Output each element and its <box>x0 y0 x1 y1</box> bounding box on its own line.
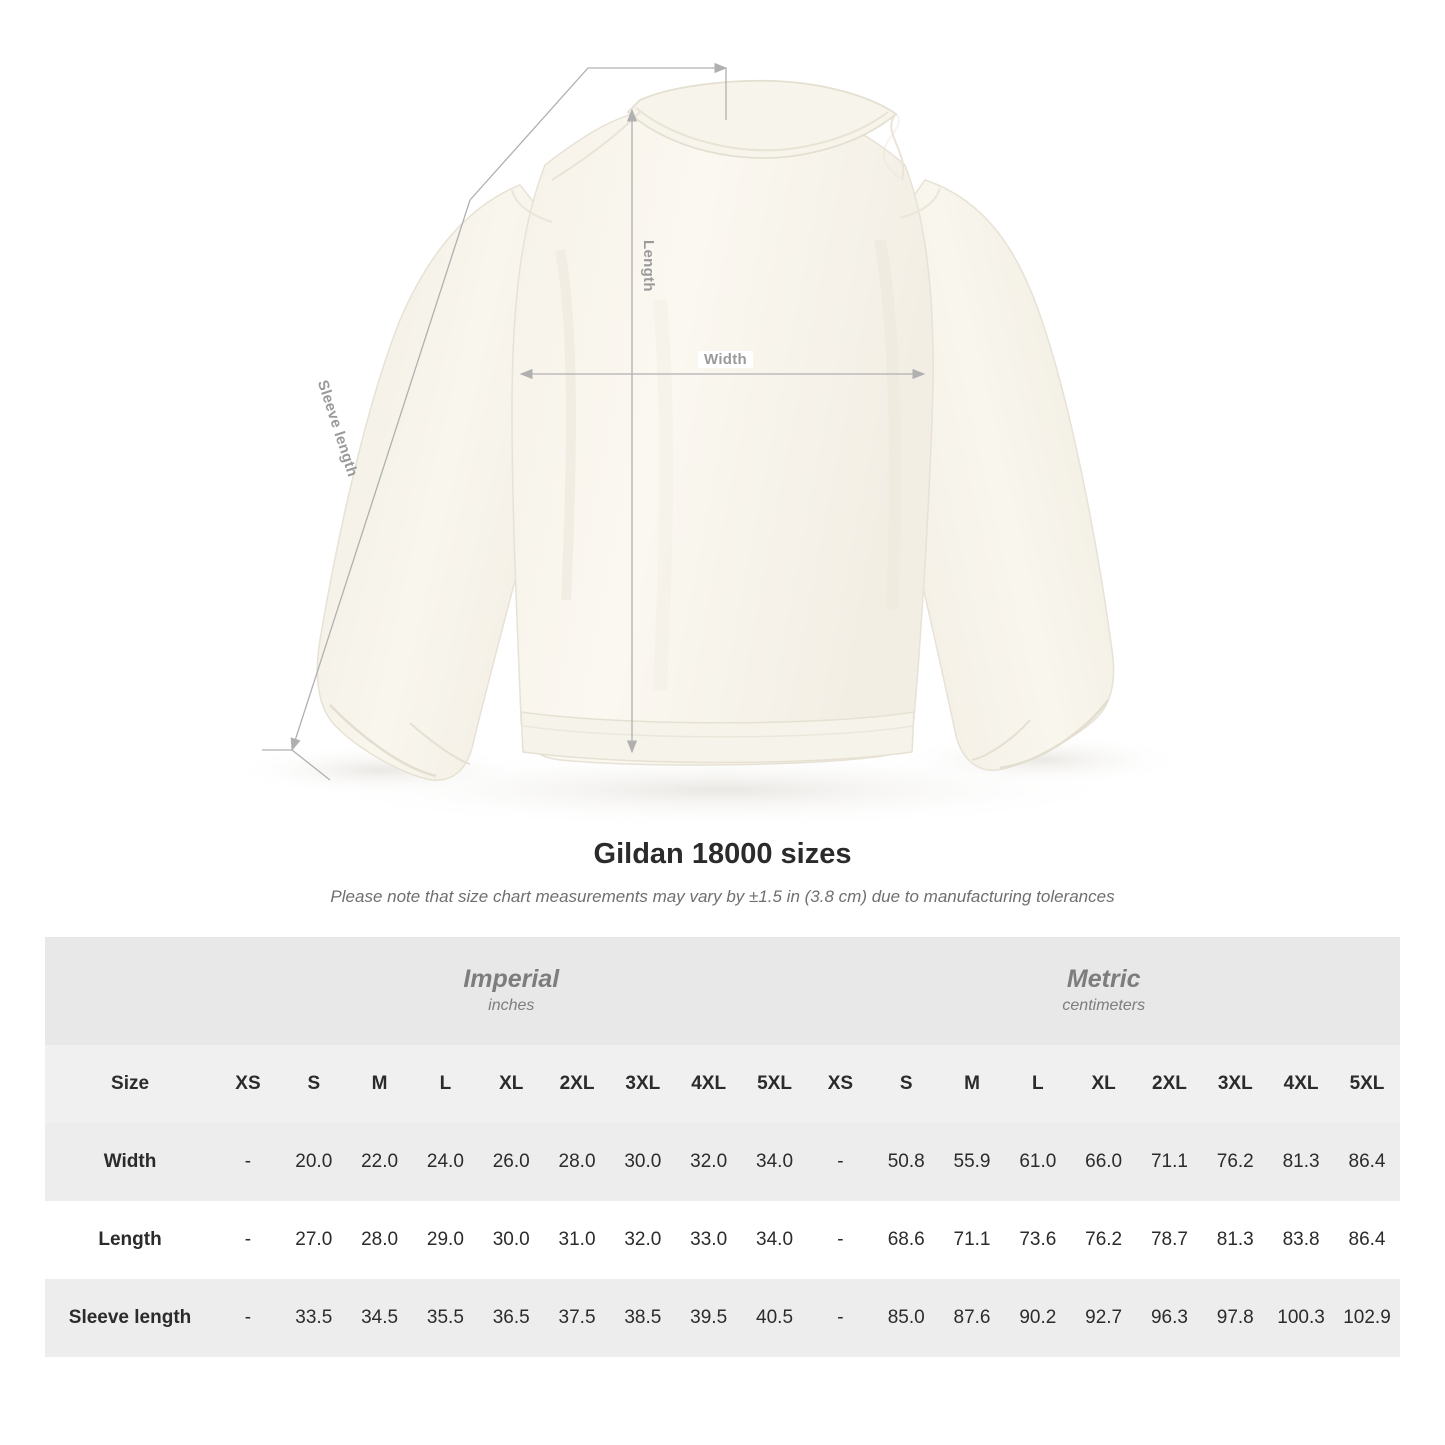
size-col-met-2: M <box>939 1045 1005 1123</box>
width-imp-2: 22.0 <box>347 1123 413 1201</box>
width-met-4: 66.0 <box>1071 1123 1137 1201</box>
width-met-2: 55.9 <box>939 1123 1005 1201</box>
row-label-width: Width <box>45 1123 215 1201</box>
size-header-cell: Size <box>45 1045 215 1123</box>
width-imp-8: 34.0 <box>742 1123 808 1201</box>
size-table <box>45 937 1400 1357</box>
width-imp-1: 20.0 <box>281 1123 347 1201</box>
metric-header <box>807 937 1400 1045</box>
imperial-label: Imperial <box>463 965 560 994</box>
length-met-8: 86.4 <box>1334 1201 1400 1279</box>
size-col-imp-8: 5XL <box>742 1045 808 1123</box>
width-dimension-label: Width <box>698 351 753 368</box>
table-row <box>45 1279 1400 1357</box>
sleeve-imp-0: - <box>215 1279 281 1357</box>
size-col-met-4: XL <box>1071 1045 1137 1123</box>
length-met-3: 73.6 <box>1005 1201 1071 1279</box>
width-imp-6: 30.0 <box>610 1123 676 1201</box>
sleeve-met-3: 90.2 <box>1005 1279 1071 1357</box>
length-met-5: 78.7 <box>1137 1201 1203 1279</box>
width-met-5: 71.1 <box>1137 1123 1203 1201</box>
units-spacer <box>45 937 215 1045</box>
width-met-3: 61.0 <box>1005 1123 1071 1201</box>
table-row <box>45 1123 1400 1201</box>
sleeve-met-7: 100.3 <box>1268 1279 1334 1357</box>
width-met-6: 76.2 <box>1202 1123 1268 1201</box>
length-met-4: 76.2 <box>1071 1201 1137 1279</box>
metric-sublabel: centimeters <box>1062 997 1146 1015</box>
length-imp-6: 32.0 <box>610 1201 676 1279</box>
width-imp-4: 26.0 <box>478 1123 544 1201</box>
length-imp-7: 33.0 <box>676 1201 742 1279</box>
width-imp-7: 32.0 <box>676 1123 742 1201</box>
length-met-2: 71.1 <box>939 1201 1005 1279</box>
imperial-sublabel: inches <box>488 997 535 1015</box>
length-imp-5: 31.0 <box>544 1201 610 1279</box>
size-col-imp-2: M <box>347 1045 413 1123</box>
size-header-row <box>45 1045 1400 1123</box>
page-title: Gildan 18000 sizes <box>593 838 852 870</box>
length-imp-0: - <box>215 1201 281 1279</box>
size-col-imp-7: 4XL <box>676 1045 742 1123</box>
length-imp-1: 27.0 <box>281 1201 347 1279</box>
sleeve-imp-3: 35.5 <box>413 1279 479 1357</box>
size-col-met-0: XS <box>807 1045 873 1123</box>
units-header-row <box>45 937 1400 1045</box>
sleeve-imp-7: 39.5 <box>676 1279 742 1357</box>
size-col-imp-1: S <box>281 1045 347 1123</box>
sleeve-imp-2: 34.5 <box>347 1279 413 1357</box>
title-block <box>0 830 1445 907</box>
size-col-met-7: 4XL <box>1268 1045 1334 1123</box>
size-col-imp-4: XL <box>478 1045 544 1123</box>
imperial-header <box>215 937 807 1045</box>
length-met-7: 83.8 <box>1268 1201 1334 1279</box>
size-col-met-8: 5XL <box>1334 1045 1400 1123</box>
length-imp-4: 30.0 <box>478 1201 544 1279</box>
length-dimension-label: Length <box>640 240 657 292</box>
size-col-imp-0: XS <box>215 1045 281 1123</box>
length-imp-3: 29.0 <box>413 1201 479 1279</box>
row-label-length: Length <box>45 1201 215 1279</box>
size-table-container <box>0 937 1445 1357</box>
sleeve-met-4: 92.7 <box>1071 1279 1137 1357</box>
length-imp-8: 34.0 <box>742 1201 808 1279</box>
sleeve-imp-1: 33.5 <box>281 1279 347 1357</box>
tolerance-note: Please note that size chart measurements may vary by ±1.5 in (3.8 cm) due to manufacturing tolerances <box>330 887 1115 906</box>
sleeve-met-6: 97.8 <box>1202 1279 1268 1357</box>
width-met-0: - <box>807 1123 873 1201</box>
metric-label: Metric <box>1066 965 1141 994</box>
sleeve-met-8: 102.9 <box>1334 1279 1400 1357</box>
size-col-met-6: 3XL <box>1202 1045 1268 1123</box>
length-imp-2: 28.0 <box>347 1201 413 1279</box>
table-row <box>45 1201 1400 1279</box>
sleeve-length-dimension-label: Sleeve length <box>313 378 362 479</box>
sleeve-imp-6: 38.5 <box>610 1279 676 1357</box>
size-col-imp-6: 3XL <box>610 1045 676 1123</box>
length-met-6: 81.3 <box>1202 1201 1268 1279</box>
sleeve-imp-5: 37.5 <box>544 1279 610 1357</box>
sleeve-met-5: 96.3 <box>1137 1279 1203 1357</box>
size-col-met-5: 2XL <box>1137 1045 1203 1123</box>
width-met-8: 86.4 <box>1334 1123 1400 1201</box>
width-imp-3: 24.0 <box>413 1123 479 1201</box>
width-met-1: 50.8 <box>873 1123 939 1201</box>
sleeve-met-2: 87.6 <box>939 1279 1005 1357</box>
sleeve-imp-8: 40.5 <box>742 1279 808 1357</box>
size-col-imp-3: L <box>413 1045 479 1123</box>
length-met-1: 68.6 <box>873 1201 939 1279</box>
size-col-met-3: L <box>1005 1045 1071 1123</box>
row-label-sleeve-length: Sleeve length <box>45 1279 215 1357</box>
width-imp-5: 28.0 <box>544 1123 610 1201</box>
sleeve-imp-4: 36.5 <box>478 1279 544 1357</box>
size-col-imp-5: 2XL <box>544 1045 610 1123</box>
size-col-met-1: S <box>873 1045 939 1123</box>
width-met-7: 81.3 <box>1268 1123 1334 1201</box>
width-imp-0: - <box>215 1123 281 1201</box>
sleeve-met-0: - <box>807 1279 873 1357</box>
sleeve-met-1: 85.0 <box>873 1279 939 1357</box>
length-met-0: - <box>807 1201 873 1279</box>
